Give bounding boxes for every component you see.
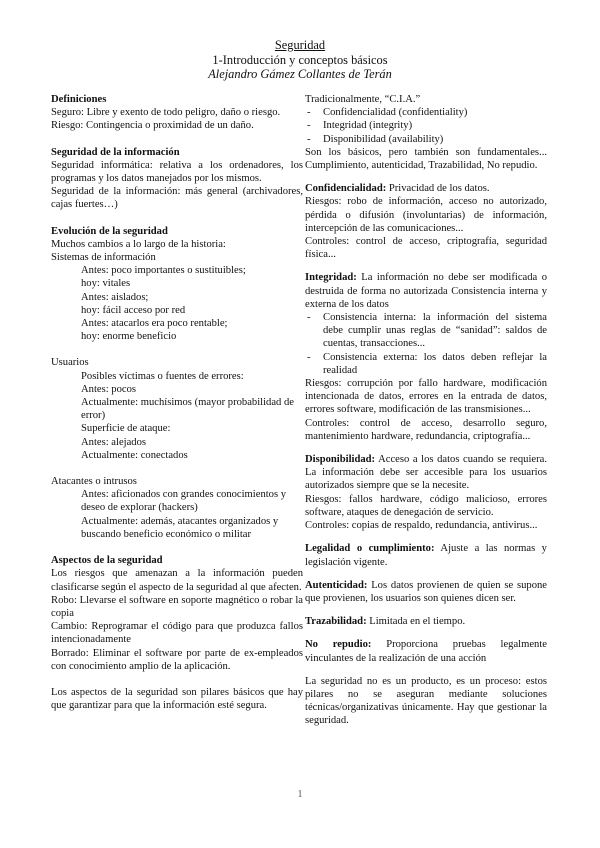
list-item: - Disponibilidad (availability): [305, 133, 547, 146]
document-header: [0, 38, 600, 82]
document-subtitle: 1-Introducción y conceptos básicos: [212, 52, 388, 67]
list-item: - Integridad (integrity): [305, 119, 547, 132]
confidencialidad-def-text: Privacidad de los datos.: [388, 183, 490, 195]
heading-aspectos: Aspectos de la seguridad: [51, 555, 163, 567]
list-item: Antes: aficionados con grandes conocimientos y deseo de explorar (hackers): [81, 489, 287, 514]
aspectos-intro: Los riesgos que amenazan a la información pueden clasificarse según el aspecto de la seguridad al que afecten.: [51, 568, 303, 593]
autenticidad-def-text: Los datos provienen de quien se supone que provienen, los usuarios son quienes dicen ser.: [305, 579, 548, 604]
left-column: [51, 93, 303, 712]
list-item: - Consistencia interna: la información del sistema debe cumplir unas reglas de “sanidad”: saldos de cuentas, transacciones...: [305, 311, 547, 351]
sistemas-label: Sistemas de información: [51, 252, 156, 264]
list-item: hoy: enorme beneficio: [81, 331, 177, 343]
no-repudio-def-text: Proporciona pruebas legalmente vinculantes de la realización de una acción: [305, 639, 547, 664]
list-item: - Confidencialidad (confidentiality): [305, 106, 547, 119]
heading-seguridad-informacion: Seguridad de la información: [51, 146, 180, 158]
list-item: Antes: aislados;: [81, 291, 149, 303]
list-item: Antes: poco importantes o sustituibles;: [81, 265, 246, 277]
seguridad-informatica-text: Seguridad informática: relativa a los ordenadores, los programas y los datos manejados por los mismos.: [51, 159, 303, 185]
document-author: Alejandro Gámez Collantes de Terán: [208, 67, 392, 81]
heading-cia: Tradicionalmente, “C.I.A.”: [305, 94, 421, 105]
usuarios-label: Usuarios: [51, 357, 89, 369]
cia-text: Son los básicos, pero también son fundamentales... Cumplimiento, autenticidad, Trazabilidad, No repudio.: [305, 146, 547, 172]
aspecto-borrado: Borrado: Eliminar el software por parte de ex-empleados con conocimiento amplio de la aplicación.: [51, 647, 303, 672]
term-confidencialidad: Confidencialidad:: [305, 183, 387, 195]
page-number: 1: [297, 789, 303, 800]
definition-riesgo: Riesgo: Contingencia o proximidad de un daño.: [51, 120, 254, 132]
no-repudio-definition: [305, 638, 547, 664]
list-item: hoy: fácil acceso por red: [81, 304, 186, 316]
confidencialidad-riesgos: Riesgos: robo de información, acceso no autorizado, pérdida o difusión (involuntarias) de información, intercepción de las comunicaciones...: [305, 196, 547, 234]
term-autenticidad: Autenticidad:: [305, 579, 368, 591]
legalidad-definition: [305, 542, 547, 568]
heading-definiciones: Definiciones: [51, 94, 107, 105]
list-item: Posibles víctimas o fuentes de errores:: [81, 370, 244, 382]
conclusion-text: La seguridad no es un producto, es un proceso: estos pilares no se aseguran mediante soluciones técnicas/organizativas únicamente. Hay que gestionar la seguridad.: [305, 675, 547, 727]
aspecto-robo: Robo: Llevarse el software en soporte magnético o robar la copia: [51, 594, 303, 619]
disponibilidad-riesgos: Riesgos: fallos hardware, código malicioso, errores software, ataques de denegación de servicio.: [305, 493, 547, 518]
trazabilidad-definition: [305, 615, 547, 628]
list-item: Actualmente: además, atacantes organizados y buscando beneficio económico o militar: [81, 515, 279, 540]
list-item: Superficie de ataque:: [81, 423, 171, 435]
autenticidad-definition: [305, 579, 547, 605]
confidencialidad-definition: [305, 182, 547, 195]
integridad-def-text: La información no debe ser modificada o destruida de forma no autorizada Consistencia interna y externa de los datos: [305, 272, 547, 310]
list-item: hoy: vitales: [81, 278, 131, 290]
right-column: [305, 93, 547, 728]
term-trazabilidad: Trazabilidad:: [305, 616, 367, 628]
aspecto-cambio: Cambio: Reprogramar el código para que produzca fallos intencionadamente: [51, 621, 303, 646]
document-title: Seguridad: [274, 38, 326, 52]
term-disponibilidad: Disponibilidad:: [305, 454, 376, 466]
list-item: - Consistencia externa: los datos deben reflejar la realidad: [305, 351, 547, 377]
list-item: Actualmente: muchísimos (mayor probabilidad de error): [81, 397, 294, 422]
seguridad-informacion-text: Seguridad de la información: más general (archivadores, cajas fuertes…): [51, 186, 303, 211]
definition-seguro: Seguro: Libre y exento de todo peligro, daño o riesgo.: [51, 107, 281, 119]
disponibilidad-controles: Controles: copias de respaldo, redundancia, antivirus...: [305, 520, 538, 532]
legalidad-def-text: Ajuste a las normas y legislación vigente.: [305, 543, 547, 568]
disponibilidad-definition: [305, 453, 547, 493]
evolucion-intro: Muchos cambios a lo largo de la historia:: [51, 238, 226, 250]
atacantes-label: Atacantes o intrusos: [51, 476, 137, 488]
disponibilidad-def-text: Acceso a los datos cuando se requiera. La información debe ser accesible para los usuarios autorizados siempre que se la necesite.: [305, 454, 547, 492]
integridad-definition: [305, 271, 547, 311]
integridad-controles: Controles: control de acceso, desarrollo seguro, mantenimiento hardware, redundancia, criptografía...: [305, 417, 547, 442]
integridad-riesgos: Riesgos: corrupción por fallo hardware, modificación intencionada de datos, errores en la entrada de datos, errores software, modificación de las transmisiones...: [305, 378, 547, 416]
list-item: Antes: atacarlos era poco rentable;: [81, 318, 228, 330]
list-item: Antes: pocos: [81, 383, 137, 395]
list-item: Actualmente: conectados: [81, 449, 188, 461]
aspectos-pilares: Los aspectos de la seguridad son pilares básicos que hay que garantizar para que la información esté segura.: [51, 686, 303, 712]
heading-evolucion: Evolución de la seguridad: [51, 225, 168, 237]
list-item: Antes: alejados: [81, 436, 147, 448]
term-integridad: Integridad:: [305, 272, 357, 284]
confidencialidad-controles: Controles: control de acceso, criptografía, seguridad física...: [305, 236, 547, 261]
term-no-repudio: No repudio:: [305, 639, 372, 651]
term-legalidad: Legalidad o cumplimiento:: [305, 543, 435, 555]
trazabilidad-def-text: Limitada en el tiempo.: [369, 616, 466, 628]
